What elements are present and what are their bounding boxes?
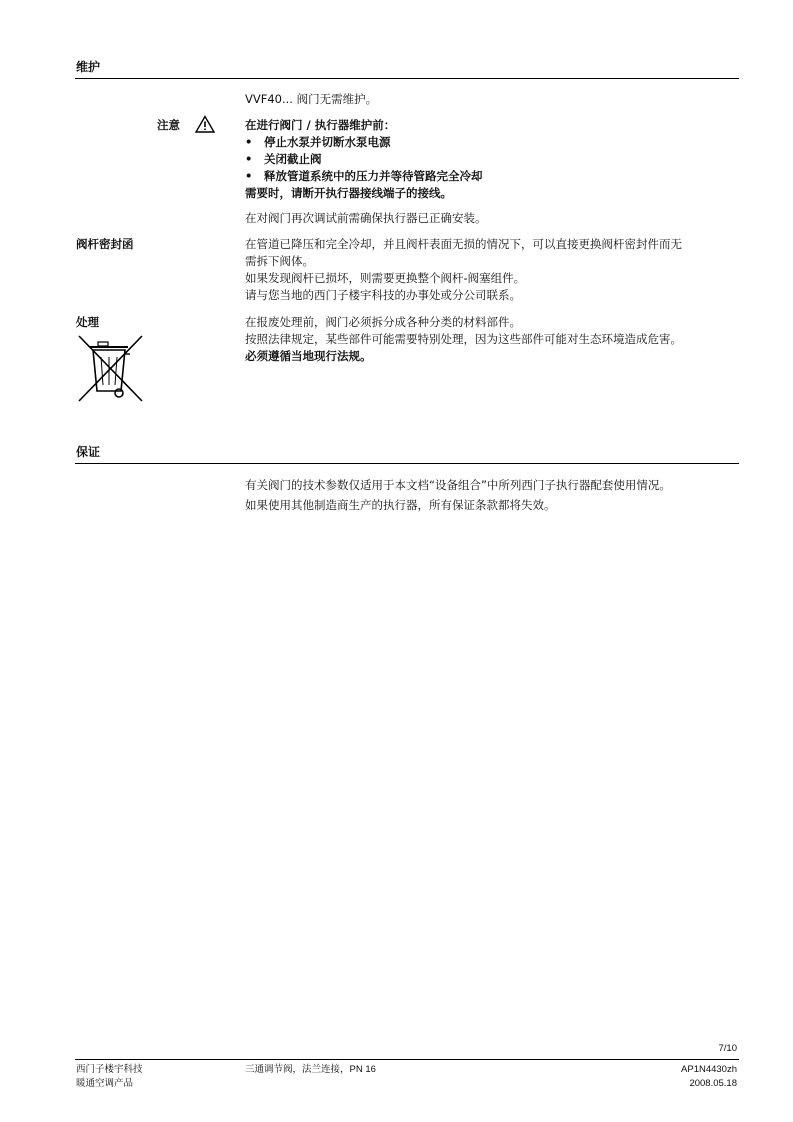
warranty-text: 有关阀门的技术参数仅适用于本文档“设备组合”中所列西门子执行器配套使用情况。 如果使用其他制造商生产的执行器，所有保证条款都将失效。 xyxy=(245,478,671,512)
recommission-note: 在对阀门再次调试前需确保执行器已正确安装。 xyxy=(245,211,487,225)
footer-product: 三通调节阀，法兰连接，PN 16 xyxy=(245,1064,376,1075)
disposal-label: 处理 xyxy=(76,315,99,329)
caution-label: 注意 xyxy=(157,118,180,132)
maintenance-intro: VVF40... 阀门无需维护。 xyxy=(245,92,378,106)
disposal-text: 在报废处理前，阀门必须拆分成各种分类的材料部件。 按照法律规定，某些部件可能需要特别处理，因为这些部件可能对生态环境造成危害。 必须遵循当地现行法规。 xyxy=(245,315,682,363)
header-rule xyxy=(75,78,739,79)
warning-triangle-icon xyxy=(195,115,215,137)
caution-heading: 在进行阀门 / 执行器维护前： xyxy=(245,118,396,132)
page-number: 7/10 xyxy=(718,1043,737,1054)
section-title-maintenance: 维护 xyxy=(76,60,101,74)
warranty-rule xyxy=(75,463,739,464)
stem-seal-text: 在管道已降压和完全冷却，并且阀杆表面无损的情况下，可以直接更换阀杆密封件而无 需拆下阀体。 如果发现阀杆已损坏，则需要更换整个阀杆-阀塞组件。 请与您当地的西门子楼宇科技的办事处或分公司联系。 xyxy=(245,237,682,302)
footer-doc-info: AP1N4430zh 2008.05.18 xyxy=(681,1064,737,1089)
footer-company: 西门子楼宇科技 暖通空调产品 xyxy=(76,1064,143,1089)
stem-seal-label: 阀杆密封函 xyxy=(76,237,134,251)
caution-note: 需要时，请断开执行器接线端子的接线。 xyxy=(245,186,452,200)
list-item: • 释放管道系统中的压力并等待管路完全冷却 xyxy=(245,169,483,183)
list-item: • 关闭截止阀 xyxy=(245,152,322,166)
crossed-out-bin-icon xyxy=(76,333,144,407)
section-title-warranty: 保证 xyxy=(76,445,101,459)
list-item: • 停止水泵并切断水泵电源 xyxy=(245,135,391,149)
footer-rule xyxy=(75,1059,739,1060)
caution-bullet-list xyxy=(245,134,483,185)
